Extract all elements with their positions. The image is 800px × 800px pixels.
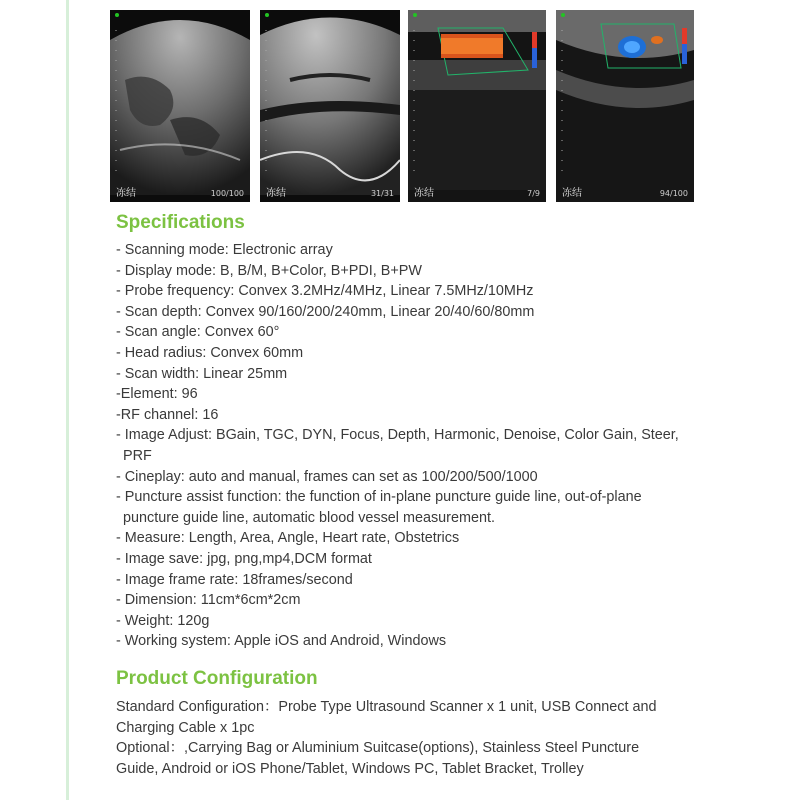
spec-item: - Scan angle: Convex 60°	[116, 324, 280, 341]
specifications-title: Specifications	[116, 212, 245, 233]
frame-counter: 7/9	[527, 189, 540, 198]
color-doppler-graphic	[556, 10, 694, 202]
page-margin-line	[66, 0, 69, 800]
spec-item: - Weight: 120g	[116, 612, 210, 629]
ultrasound-image-1	[110, 10, 250, 202]
ultrasound-image-3	[408, 10, 546, 202]
freeze-label: 冻结	[562, 188, 582, 199]
color-doppler-graphic	[408, 10, 546, 202]
probe-indicator-dot	[265, 13, 269, 17]
spec-item: - Image frame rate: 18frames/second	[116, 571, 353, 588]
specifications-list	[116, 240, 686, 652]
freeze-label: 冻结	[116, 188, 136, 199]
configuration-body	[116, 697, 676, 779]
spec-item: - Display mode: B, B/M, B+Color, B+PDI, B+PW	[116, 262, 422, 279]
spec-item: -Element: 96	[116, 386, 198, 403]
probe-indicator-dot	[413, 13, 417, 17]
spec-item: - Cineplay: auto and manual, frames can set as 100/200/500/1000	[116, 468, 538, 485]
spec-item: - Image save: jpg, png,mp4,DCM format	[116, 550, 372, 567]
ultrasound-scan-graphic	[110, 10, 250, 202]
spec-item: - Image Adjust: BGain, TGC, DYN, Focus, Depth, Harmonic, Denoise, Color Gain, Steer, PRF	[116, 427, 679, 464]
spec-item: - Measure: Length, Area, Angle, Heart rate, Obstetrics	[116, 530, 460, 547]
frame-counter: 31/31	[370, 189, 394, 198]
spec-item: - Dimension: 11cm*6cm*2cm	[116, 592, 301, 609]
standard-configuration-text: Standard Configuration：Probe Type Ultrasound Scanner x 1 unit, USB Connect and Charging Cable x 1pc	[116, 699, 657, 736]
ultrasound-image-4	[556, 10, 694, 202]
spec-item: -RF channel: 16	[116, 406, 219, 423]
spec-item: - Head radius: Convex 60mm	[116, 344, 304, 361]
optional-configuration-text: Optional：,Carrying Bag or Aluminium Suitcase(options), Stainless Steel Puncture Guide, Android or iOS Phone/Tablet, Windows PC, Tablet Bracket, Trolley	[116, 740, 640, 777]
spec-item: - Working system: Apple iOS and Android, Windows	[116, 633, 447, 650]
spec-item: - Puncture assist function: the function of in-plane puncture guide line, out-of-plane puncture guide line, automatic blood vessel measurement.	[116, 489, 642, 526]
frame-counter: 100/100	[210, 189, 244, 198]
ultrasound-image-2	[260, 10, 400, 202]
freeze-label: 冻结	[414, 188, 434, 199]
frame-counter: 94/100	[659, 189, 688, 198]
product-configuration-title: Product Configuration	[116, 668, 318, 689]
probe-indicator-dot	[115, 13, 119, 17]
ultrasound-scan-graphic	[260, 10, 400, 202]
spec-item: - Scanning mode: Electronic array	[116, 242, 333, 258]
freeze-label: 冻结	[266, 188, 286, 199]
spec-item: - Probe frequency: Convex 3.2MHz/4MHz, Linear 7.5MHz/10MHz	[116, 283, 534, 300]
spec-item: - Scan depth: Convex 90/160/200/240mm, Linear 20/40/60/80mm	[116, 303, 535, 320]
spec-item: - Scan width: Linear 25mm	[116, 365, 288, 382]
probe-indicator-dot	[561, 13, 565, 17]
ultrasound-image-strip	[110, 10, 694, 202]
